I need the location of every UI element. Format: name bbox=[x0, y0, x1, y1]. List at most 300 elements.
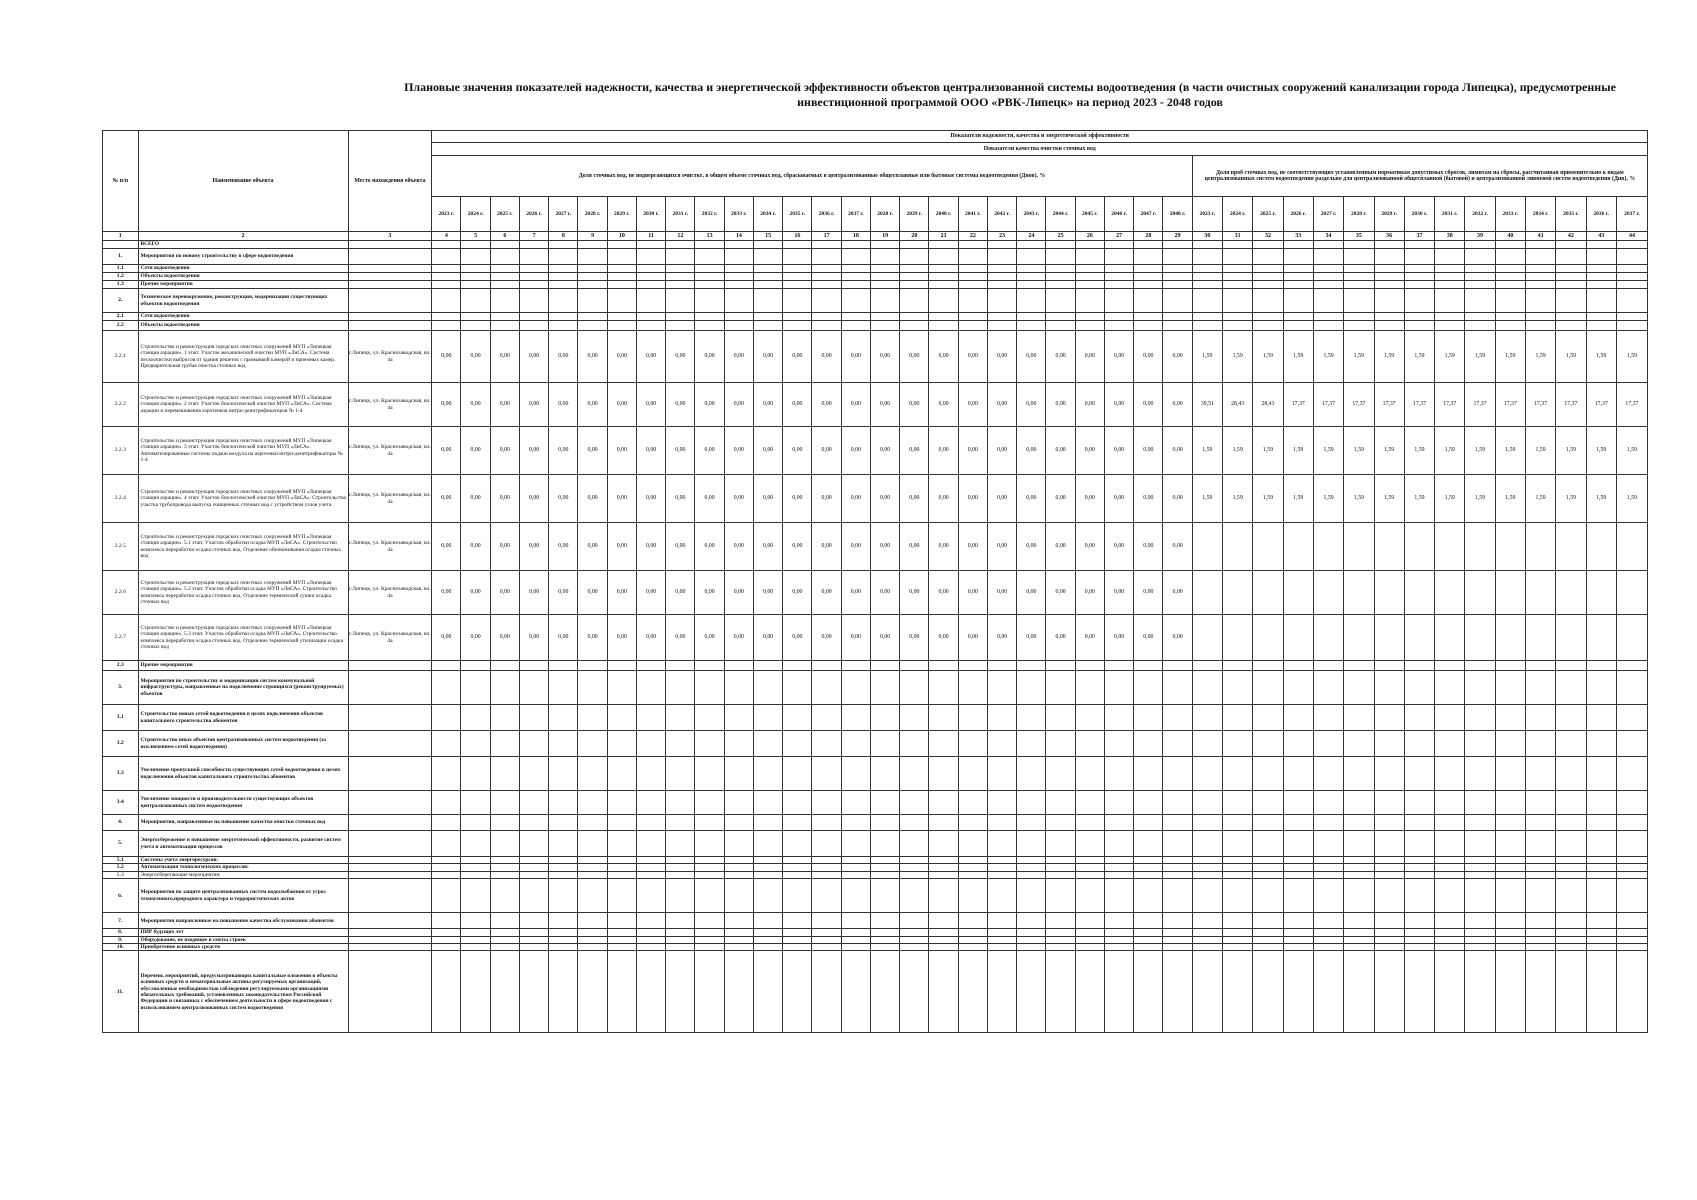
value-cell: 0,00 bbox=[1104, 523, 1133, 571]
value-cell bbox=[1163, 705, 1192, 731]
value-cell bbox=[1556, 879, 1586, 913]
value-cell bbox=[841, 815, 870, 831]
value-cell bbox=[1192, 944, 1222, 951]
value-cell bbox=[987, 265, 1016, 273]
value-cell bbox=[1374, 661, 1404, 671]
value-cell bbox=[1104, 857, 1133, 864]
value-cell bbox=[1465, 944, 1495, 951]
column-number: 3 bbox=[348, 232, 432, 241]
value-cell: 1,59 bbox=[1404, 331, 1434, 383]
value-cell bbox=[607, 913, 636, 929]
column-number: 31 bbox=[1223, 232, 1253, 241]
value-cell bbox=[1075, 815, 1104, 831]
object-name: Увеличение мощности и производительности существующих объектов централизованных систем водоотведения bbox=[138, 791, 348, 815]
column-number: 4 bbox=[432, 232, 461, 241]
value-cell bbox=[461, 857, 490, 864]
value-cell bbox=[1223, 951, 1253, 1033]
value-cell bbox=[461, 757, 490, 791]
value-cell bbox=[870, 731, 899, 757]
value-cell bbox=[1283, 879, 1313, 913]
value-cell bbox=[987, 241, 1016, 249]
value-cell: 1,59 bbox=[1283, 427, 1313, 475]
value-cell bbox=[1283, 273, 1313, 281]
value-cell bbox=[549, 864, 578, 871]
value-cell bbox=[1075, 289, 1104, 313]
value-cell: 0,00 bbox=[812, 331, 841, 383]
value-cell bbox=[578, 831, 607, 857]
value-cell bbox=[1435, 289, 1465, 313]
value-cell bbox=[1017, 273, 1046, 281]
year-header: 2032 г. bbox=[1465, 197, 1495, 232]
value-cell: 1,59 bbox=[1525, 475, 1555, 523]
value-cell: 0,00 bbox=[461, 427, 490, 475]
value-cell bbox=[607, 944, 636, 951]
value-cell bbox=[1404, 757, 1434, 791]
value-cell: 0,00 bbox=[900, 475, 929, 523]
value-cell bbox=[1017, 705, 1046, 731]
value-cell bbox=[1192, 864, 1222, 871]
value-cell bbox=[987, 913, 1016, 929]
value-cell bbox=[1556, 951, 1586, 1033]
value-cell bbox=[578, 815, 607, 831]
value-cell bbox=[578, 705, 607, 731]
value-cell bbox=[549, 671, 578, 705]
value-cell bbox=[519, 913, 548, 929]
column-number: 2 bbox=[138, 232, 348, 241]
value-cell bbox=[1525, 661, 1555, 671]
value-cell bbox=[724, 929, 753, 936]
value-cell bbox=[490, 661, 519, 671]
value-cell bbox=[578, 289, 607, 313]
table-row bbox=[103, 731, 1648, 757]
header-group: Показатели надежности, качества и энергетической эффективности bbox=[432, 131, 1648, 143]
column-number: 38 bbox=[1435, 232, 1465, 241]
value-cell bbox=[870, 313, 899, 321]
value-cell bbox=[753, 281, 782, 289]
value-cell bbox=[695, 864, 724, 871]
value-cell bbox=[929, 731, 958, 757]
value-cell bbox=[578, 241, 607, 249]
value-cell: 0,00 bbox=[607, 475, 636, 523]
value-cell bbox=[724, 661, 753, 671]
value-cell bbox=[1192, 929, 1222, 936]
value-cell bbox=[607, 671, 636, 705]
value-cell bbox=[812, 671, 841, 705]
value-cell bbox=[929, 871, 958, 878]
value-cell: 0,00 bbox=[724, 615, 753, 661]
value-cell bbox=[870, 913, 899, 929]
value-cell: 1,59 bbox=[1223, 331, 1253, 383]
value-cell bbox=[1404, 249, 1434, 265]
value-cell bbox=[519, 815, 548, 831]
value-cell bbox=[870, 281, 899, 289]
year-header: 2037 г. bbox=[1616, 197, 1647, 232]
year-header: 2024 г. bbox=[461, 197, 490, 232]
value-cell bbox=[900, 944, 929, 951]
value-cell bbox=[1253, 523, 1283, 571]
table-row bbox=[103, 661, 1648, 671]
value-cell bbox=[1283, 864, 1313, 871]
value-cell bbox=[1435, 571, 1465, 615]
value-cell bbox=[1525, 944, 1555, 951]
value-cell: 0,00 bbox=[695, 615, 724, 661]
value-cell bbox=[1404, 571, 1434, 615]
value-cell: 0,00 bbox=[578, 571, 607, 615]
value-cell bbox=[1556, 281, 1586, 289]
value-cell bbox=[1046, 791, 1075, 815]
value-cell bbox=[1046, 273, 1075, 281]
header-indicator-1: Доля сточных вод, не подвергающихся очистке, в общем объеме сточных вод, сбрасываемых в централизованные общесплавные или бытовые системы водоотведения (Днов), % bbox=[432, 156, 1193, 197]
row-number: 3.4 bbox=[103, 791, 139, 815]
value-cell: 0,00 bbox=[870, 475, 899, 523]
value-cell bbox=[1223, 241, 1253, 249]
value-cell bbox=[1192, 661, 1222, 671]
value-cell bbox=[1404, 731, 1434, 757]
value-cell bbox=[812, 936, 841, 943]
value-cell bbox=[870, 864, 899, 871]
value-cell bbox=[490, 944, 519, 951]
object-place bbox=[348, 857, 432, 864]
value-cell: 0,00 bbox=[987, 331, 1016, 383]
value-cell bbox=[1253, 313, 1283, 321]
value-cell bbox=[783, 289, 812, 313]
value-cell bbox=[958, 661, 987, 671]
value-cell bbox=[1163, 857, 1192, 864]
value-cell bbox=[1344, 241, 1374, 249]
value-cell bbox=[1495, 523, 1525, 571]
value-cell bbox=[578, 249, 607, 265]
value-cell bbox=[1525, 815, 1555, 831]
table-row bbox=[103, 951, 1648, 1033]
value-cell bbox=[490, 871, 519, 878]
value-cell bbox=[1586, 815, 1616, 831]
value-cell: 0,00 bbox=[987, 475, 1016, 523]
value-cell bbox=[432, 671, 461, 705]
column-number: 35 bbox=[1344, 232, 1374, 241]
value-cell bbox=[1556, 864, 1586, 871]
value-cell bbox=[1046, 281, 1075, 289]
object-name: Строительство новых сетей водоотведения в целях подключения объектов капитального строительства абонентов bbox=[138, 705, 348, 731]
value-cell bbox=[1104, 879, 1133, 913]
value-cell bbox=[1046, 944, 1075, 951]
value-cell bbox=[432, 241, 461, 249]
value-cell: 0,00 bbox=[1017, 383, 1046, 427]
value-cell bbox=[519, 241, 548, 249]
value-cell: 1,59 bbox=[1586, 331, 1616, 383]
value-cell bbox=[636, 757, 665, 791]
value-cell: 0,00 bbox=[432, 571, 461, 615]
value-cell bbox=[900, 241, 929, 249]
value-cell: 0,00 bbox=[1134, 383, 1163, 427]
value-cell bbox=[666, 831, 695, 857]
value-cell bbox=[666, 249, 695, 265]
value-cell bbox=[1253, 936, 1283, 943]
value-cell bbox=[549, 731, 578, 757]
column-number: 21 bbox=[929, 232, 958, 241]
value-cell bbox=[695, 944, 724, 951]
value-cell bbox=[519, 951, 548, 1033]
value-cell bbox=[1313, 273, 1343, 281]
value-cell bbox=[607, 321, 636, 331]
column-number: 6 bbox=[490, 232, 519, 241]
value-cell bbox=[607, 705, 636, 731]
value-cell bbox=[1283, 615, 1313, 661]
value-cell bbox=[1495, 571, 1525, 615]
column-number: 28 bbox=[1134, 232, 1163, 241]
value-cell: 0,00 bbox=[812, 427, 841, 475]
value-cell bbox=[1465, 757, 1495, 791]
value-cell bbox=[1134, 281, 1163, 289]
value-cell bbox=[432, 944, 461, 951]
value-cell bbox=[753, 705, 782, 731]
value-cell bbox=[1344, 864, 1374, 871]
value-cell bbox=[490, 757, 519, 791]
value-cell bbox=[1253, 249, 1283, 265]
value-cell bbox=[1495, 731, 1525, 757]
row-number: 1.1 bbox=[103, 265, 139, 273]
value-cell bbox=[783, 936, 812, 943]
value-cell bbox=[724, 815, 753, 831]
value-cell: 0,00 bbox=[1075, 571, 1104, 615]
value-cell bbox=[1075, 929, 1104, 936]
value-cell: 0,00 bbox=[607, 523, 636, 571]
value-cell bbox=[724, 241, 753, 249]
row-number: 2.2.5 bbox=[103, 523, 139, 571]
value-cell bbox=[812, 757, 841, 791]
value-cell bbox=[724, 879, 753, 913]
value-cell bbox=[1525, 857, 1555, 864]
value-cell bbox=[1223, 265, 1253, 273]
object-place bbox=[348, 791, 432, 815]
value-cell bbox=[1017, 951, 1046, 1033]
value-cell: 0,00 bbox=[929, 475, 958, 523]
value-cell bbox=[841, 249, 870, 265]
value-cell bbox=[636, 321, 665, 331]
table-row bbox=[103, 913, 1648, 929]
value-cell bbox=[929, 791, 958, 815]
value-cell bbox=[1313, 857, 1343, 864]
value-cell bbox=[1404, 951, 1434, 1033]
object-name: ПИР будущих лет bbox=[138, 929, 348, 936]
value-cell bbox=[1075, 265, 1104, 273]
value-cell bbox=[1525, 571, 1555, 615]
value-cell bbox=[1017, 757, 1046, 791]
value-cell bbox=[490, 864, 519, 871]
value-cell: 0,00 bbox=[753, 571, 782, 615]
value-cell: 0,00 bbox=[958, 331, 987, 383]
object-name: Строительство и реконструкция городских очистных сооружений МУП «Липецкая станция аэрации». 5.1 этап: Участок обработки осадка МУП «ЛиСА». Строительство комплекса переработки осадка сточных вод. Отделение обезвоживания осадка сточных вод bbox=[138, 523, 348, 571]
table-row bbox=[103, 705, 1648, 731]
value-cell: 1,59 bbox=[1253, 427, 1283, 475]
value-cell: 1,59 bbox=[1253, 331, 1283, 383]
value-cell bbox=[1075, 951, 1104, 1033]
object-place bbox=[348, 879, 432, 913]
value-cell: 0,00 bbox=[841, 615, 870, 661]
value-cell bbox=[1616, 831, 1647, 857]
value-cell bbox=[1495, 929, 1525, 936]
value-cell bbox=[1192, 871, 1222, 878]
object-name: Энергосберегающие мероприятия: bbox=[138, 871, 348, 878]
value-cell bbox=[841, 913, 870, 929]
value-cell bbox=[461, 871, 490, 878]
value-cell bbox=[1586, 241, 1616, 249]
value-cell: 0,00 bbox=[1134, 615, 1163, 661]
value-cell: 0,00 bbox=[578, 475, 607, 523]
value-cell bbox=[1495, 936, 1525, 943]
value-cell bbox=[783, 864, 812, 871]
value-cell bbox=[490, 705, 519, 731]
value-cell bbox=[607, 289, 636, 313]
value-cell bbox=[958, 281, 987, 289]
value-cell bbox=[1283, 705, 1313, 731]
value-cell bbox=[578, 671, 607, 705]
value-cell bbox=[1283, 944, 1313, 951]
value-cell bbox=[1046, 871, 1075, 878]
value-cell bbox=[987, 791, 1016, 815]
object-name: Техническое перевооружение, реконструкция, модернизация существующих объектов водоотведения bbox=[138, 289, 348, 313]
year-header: 2030 г. bbox=[636, 197, 665, 232]
value-cell bbox=[841, 929, 870, 936]
value-cell bbox=[695, 241, 724, 249]
value-cell bbox=[607, 831, 636, 857]
value-cell bbox=[1017, 265, 1046, 273]
value-cell bbox=[958, 249, 987, 265]
object-place bbox=[348, 757, 432, 791]
value-cell bbox=[1465, 661, 1495, 671]
value-cell bbox=[1223, 289, 1253, 313]
value-cell bbox=[753, 273, 782, 281]
value-cell bbox=[578, 265, 607, 273]
value-cell bbox=[1017, 929, 1046, 936]
value-cell bbox=[1495, 313, 1525, 321]
value-cell bbox=[549, 273, 578, 281]
value-cell bbox=[1616, 936, 1647, 943]
value-cell bbox=[666, 913, 695, 929]
value-cell bbox=[1616, 815, 1647, 831]
object-name: Строительство и реконструкция городских очистных сооружений МУП «Липецкая станция аэрации». 5.3 этап: Участок обработки осадка МУП «ЛиСА». Строительство комплекса переработки осадка сточных вод. Отделение термической утилизации осадка сточных вод bbox=[138, 615, 348, 661]
value-cell bbox=[1586, 929, 1616, 936]
value-cell bbox=[1404, 929, 1434, 936]
value-cell bbox=[1253, 815, 1283, 831]
value-cell bbox=[1435, 281, 1465, 289]
row-number: 1. bbox=[103, 249, 139, 265]
value-cell bbox=[1374, 731, 1404, 757]
value-cell: 17,37 bbox=[1495, 383, 1525, 427]
value-cell bbox=[1104, 671, 1133, 705]
column-number: 39 bbox=[1465, 232, 1495, 241]
value-cell bbox=[1435, 831, 1465, 857]
value-cell: 1,59 bbox=[1283, 475, 1313, 523]
column-number: 11 bbox=[636, 232, 665, 241]
value-cell bbox=[1616, 313, 1647, 321]
value-cell bbox=[1104, 273, 1133, 281]
value-cell bbox=[1104, 913, 1133, 929]
value-cell bbox=[1525, 281, 1555, 289]
value-cell bbox=[1495, 944, 1525, 951]
value-cell bbox=[900, 831, 929, 857]
value-cell bbox=[695, 321, 724, 331]
value-cell bbox=[1313, 951, 1343, 1033]
value-cell: 0,00 bbox=[929, 571, 958, 615]
value-cell bbox=[1192, 273, 1222, 281]
value-cell bbox=[841, 857, 870, 864]
value-cell bbox=[1616, 671, 1647, 705]
value-cell bbox=[753, 864, 782, 871]
value-cell bbox=[1616, 281, 1647, 289]
value-cell: 0,00 bbox=[929, 427, 958, 475]
value-cell bbox=[1017, 289, 1046, 313]
document-title: Плановые значения показателей надежности, качества и энергетической эффективности объектов централизованной системы водоотведения (в части очистных сооружений канализации города Липецка), предусмотренные инвестиционной программой ООО «РВК-Липецк» на период 2023 - 2048 годов bbox=[404, 80, 1616, 109]
value-cell bbox=[1046, 913, 1075, 929]
row-number: 2. bbox=[103, 289, 139, 313]
value-cell bbox=[432, 731, 461, 757]
header-name: Наименование объекта bbox=[138, 131, 348, 232]
value-cell bbox=[958, 913, 987, 929]
object-place bbox=[348, 951, 432, 1033]
value-cell bbox=[1283, 289, 1313, 313]
header-row bbox=[103, 131, 1648, 143]
value-cell bbox=[958, 265, 987, 273]
value-cell bbox=[1404, 913, 1434, 929]
value-cell bbox=[1075, 249, 1104, 265]
value-cell: 0,00 bbox=[1104, 427, 1133, 475]
column-number: 20 bbox=[900, 232, 929, 241]
value-cell bbox=[432, 936, 461, 943]
year-header: 2039 г. bbox=[900, 197, 929, 232]
value-cell bbox=[929, 944, 958, 951]
value-cell bbox=[461, 705, 490, 731]
value-cell bbox=[1495, 289, 1525, 313]
row-number: 4. bbox=[103, 815, 139, 831]
value-cell bbox=[1253, 281, 1283, 289]
value-cell bbox=[812, 831, 841, 857]
value-cell bbox=[753, 951, 782, 1033]
value-cell: 0,00 bbox=[870, 615, 899, 661]
value-cell bbox=[1556, 289, 1586, 313]
value-cell bbox=[1616, 929, 1647, 936]
value-cell bbox=[1374, 936, 1404, 943]
value-cell bbox=[1192, 705, 1222, 731]
value-cell bbox=[724, 321, 753, 331]
row-number: 8. bbox=[103, 929, 139, 936]
value-cell bbox=[1313, 265, 1343, 273]
value-cell bbox=[812, 815, 841, 831]
value-cell bbox=[519, 731, 548, 757]
value-cell bbox=[1556, 313, 1586, 321]
value-cell bbox=[1616, 241, 1647, 249]
column-number: 37 bbox=[1404, 232, 1434, 241]
value-cell bbox=[1374, 265, 1404, 273]
object-place bbox=[348, 871, 432, 878]
value-cell bbox=[1163, 661, 1192, 671]
value-cell bbox=[1017, 241, 1046, 249]
value-cell bbox=[1163, 671, 1192, 705]
value-cell bbox=[1075, 791, 1104, 815]
year-header: 2027 г. bbox=[549, 197, 578, 232]
value-cell bbox=[841, 671, 870, 705]
value-cell bbox=[1525, 321, 1555, 331]
value-cell bbox=[1075, 241, 1104, 249]
value-cell bbox=[1344, 871, 1374, 878]
value-cell bbox=[870, 936, 899, 943]
value-cell bbox=[1525, 523, 1555, 571]
value-cell bbox=[1435, 249, 1465, 265]
value-cell bbox=[1223, 831, 1253, 857]
value-cell bbox=[929, 281, 958, 289]
value-cell bbox=[1192, 731, 1222, 757]
value-cell bbox=[1435, 731, 1465, 757]
value-cell bbox=[1374, 815, 1404, 831]
